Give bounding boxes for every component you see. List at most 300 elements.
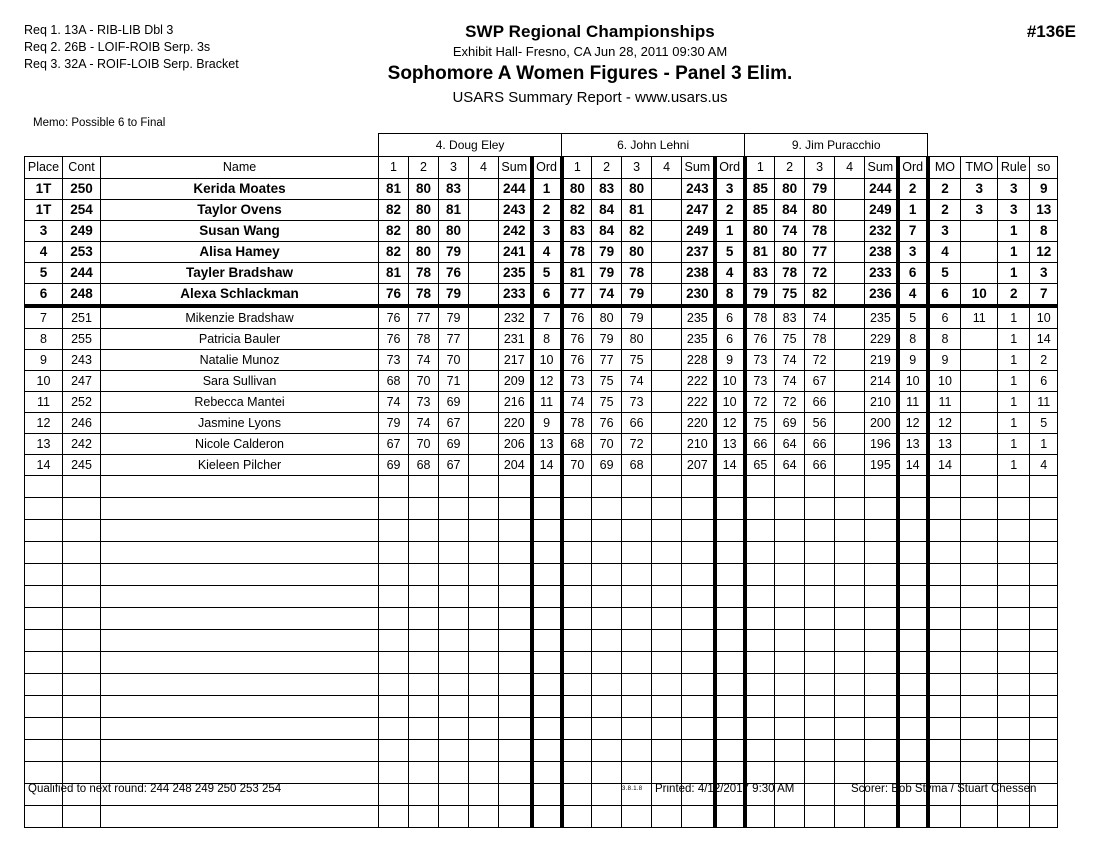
cell-mo	[928, 696, 961, 718]
cell-j2-ord: 3	[715, 179, 745, 200]
cell-j1-score2	[409, 564, 439, 586]
cell-j2-score3: 79	[622, 306, 652, 329]
cell-j2-score4	[652, 179, 682, 200]
cell-j3-score1: 65	[745, 455, 775, 476]
cell-j3-score2	[775, 740, 805, 762]
cell-so: 1	[1030, 434, 1058, 455]
cell-j3-score4	[835, 434, 865, 455]
cell-j1-score3	[439, 498, 469, 520]
cell-j1-score4	[469, 329, 499, 350]
cell-j2-score4	[652, 329, 682, 350]
cell-so	[1030, 652, 1058, 674]
cell-j1-ord	[532, 586, 562, 608]
cell-j1-score1	[379, 806, 409, 828]
cell-j1-sum	[499, 586, 532, 608]
cell-name	[101, 564, 379, 586]
header-j2-score3: 3	[622, 157, 652, 179]
cell-j1-score2: 77	[409, 306, 439, 329]
cell-j1-score2: 73	[409, 392, 439, 413]
cell-j3-ord	[898, 520, 928, 542]
table-row	[25, 200, 1058, 221]
cell-j1-ord: 11	[532, 392, 562, 413]
cell-so	[1030, 542, 1058, 564]
cell-j1-ord	[532, 740, 562, 762]
header-j3-ord: Ord	[898, 157, 928, 179]
cell-j3-score3: 79	[805, 179, 835, 200]
cell-cont	[63, 520, 101, 542]
cell-name: Taylor Ovens	[101, 200, 379, 221]
cell-j1-sum	[499, 740, 532, 762]
cell-place: 8	[25, 329, 63, 350]
cell-j2-sum: 207	[682, 455, 715, 476]
cell-j3-score2: 78	[775, 263, 805, 284]
cell-j1-score1: 81	[379, 263, 409, 284]
cell-j2-sum: 243	[682, 179, 715, 200]
cell-j1-score4	[469, 806, 499, 828]
cell-j1-score3: 71	[439, 371, 469, 392]
cell-j1-sum: 204	[499, 455, 532, 476]
cell-j1-score4	[469, 306, 499, 329]
cell-j1-ord: 12	[532, 371, 562, 392]
cell-j1-sum	[499, 564, 532, 586]
cell-j2-ord	[715, 674, 745, 696]
cell-j2-sum: 247	[682, 200, 715, 221]
cell-j2-ord	[715, 498, 745, 520]
cell-j2-ord	[715, 652, 745, 674]
document-header	[300, 22, 880, 109]
header-j3-sum: Sum	[865, 157, 898, 179]
cell-j1-ord: 5	[532, 263, 562, 284]
cell-cont	[63, 498, 101, 520]
table-row-blank	[25, 542, 1058, 564]
judge-name-2: 6. John Lehni	[562, 134, 745, 157]
cell-name: Tayler Bradshaw	[101, 263, 379, 284]
cell-j3-score3	[805, 542, 835, 564]
cell-j2-score4	[652, 350, 682, 371]
table-row	[25, 329, 1058, 350]
cell-j3-ord	[898, 696, 928, 718]
cell-mo	[928, 542, 961, 564]
cell-j1-ord	[532, 674, 562, 696]
cell-j1-ord	[532, 718, 562, 740]
cell-j3-score3: 72	[805, 263, 835, 284]
cell-j2-score2	[592, 762, 622, 784]
cell-name	[101, 498, 379, 520]
printed-stamp: Printed: 4/12/2017 9:30 AM	[655, 783, 795, 795]
cell-j1-score3	[439, 586, 469, 608]
cell-j1-ord: 6	[532, 284, 562, 307]
cell-tmo	[961, 674, 998, 696]
cell-j2-score1	[562, 564, 592, 586]
cell-j1-score1	[379, 762, 409, 784]
cell-j3-score1	[745, 806, 775, 828]
cell-j2-score4	[652, 392, 682, 413]
cell-j2-score2: 84	[592, 200, 622, 221]
cell-j3-ord	[898, 652, 928, 674]
cell-tmo	[961, 455, 998, 476]
cell-j1-ord: 9	[532, 413, 562, 434]
header-j1-ord: Ord	[532, 157, 562, 179]
header-j2-score2: 2	[592, 157, 622, 179]
cell-tmo	[961, 221, 998, 242]
cell-j3-score3: 66	[805, 392, 835, 413]
cell-j3-score1	[745, 696, 775, 718]
cell-place	[25, 674, 63, 696]
cell-j1-score4	[469, 242, 499, 263]
cell-j1-score1	[379, 718, 409, 740]
cell-rule: 1	[998, 242, 1030, 263]
cell-j1-score3	[439, 520, 469, 542]
cell-j1-score2	[409, 696, 439, 718]
cell-j1-score3: 80	[439, 221, 469, 242]
table-row	[25, 221, 1058, 242]
cell-j1-score3	[439, 806, 469, 828]
cell-j3-score4	[835, 652, 865, 674]
cell-j3-score4	[835, 392, 865, 413]
cell-j2-sum	[682, 740, 715, 762]
cell-j2-score2: 83	[592, 179, 622, 200]
cell-j2-ord	[715, 476, 745, 498]
cell-j1-score3	[439, 674, 469, 696]
cell-name	[101, 718, 379, 740]
cell-j3-ord: 6	[898, 263, 928, 284]
cell-j1-score4	[469, 762, 499, 784]
cell-j2-score4	[652, 434, 682, 455]
cell-j2-score2: 74	[592, 284, 622, 307]
cell-j1-ord	[532, 542, 562, 564]
cell-name	[101, 630, 379, 652]
cell-j3-sum	[865, 718, 898, 740]
cell-j2-sum	[682, 608, 715, 630]
cell-tmo	[961, 392, 998, 413]
cell-j2-score3: 82	[622, 221, 652, 242]
cell-cont: 249	[63, 221, 101, 242]
cell-place: 4	[25, 242, 63, 263]
cell-j1-ord	[532, 652, 562, 674]
cell-j2-score3: 68	[622, 455, 652, 476]
cell-tmo	[961, 242, 998, 263]
cell-mo	[928, 498, 961, 520]
cell-j2-ord	[715, 762, 745, 784]
cell-so	[1030, 740, 1058, 762]
cell-j1-score3: 83	[439, 179, 469, 200]
cell-j2-score3	[622, 586, 652, 608]
table-row	[25, 306, 1058, 329]
cell-j2-score2	[592, 586, 622, 608]
cell-j2-score1: 81	[562, 263, 592, 284]
cell-name: Kerida Moates	[101, 179, 379, 200]
cell-j1-score2: 70	[409, 434, 439, 455]
cell-cont	[63, 674, 101, 696]
cell-j1-score4	[469, 284, 499, 307]
cell-mo	[928, 608, 961, 630]
cell-j1-score2	[409, 762, 439, 784]
cell-j1-score3: 81	[439, 200, 469, 221]
cell-j2-score2	[592, 498, 622, 520]
cell-rule: 2	[998, 284, 1030, 307]
cell-j1-score2	[409, 586, 439, 608]
cell-j1-score3	[439, 740, 469, 762]
cell-j2-score1: 68	[562, 434, 592, 455]
cell-mo: 6	[928, 284, 961, 307]
cell-j3-score4	[835, 806, 865, 828]
header-j2-sum: Sum	[682, 157, 715, 179]
cell-j2-score2: 76	[592, 413, 622, 434]
cell-place: 14	[25, 455, 63, 476]
cell-cont	[63, 564, 101, 586]
cell-j2-score1	[562, 696, 592, 718]
cell-j3-score4	[835, 740, 865, 762]
cell-j1-score1	[379, 476, 409, 498]
cell-cont: 252	[63, 392, 101, 413]
cell-so	[1030, 674, 1058, 696]
cell-j1-score4	[469, 652, 499, 674]
cell-rule	[998, 740, 1030, 762]
cell-j3-score1	[745, 542, 775, 564]
cell-j3-score2	[775, 542, 805, 564]
cell-cont	[63, 762, 101, 784]
cell-j2-ord	[715, 520, 745, 542]
header-j2-ord: Ord	[715, 157, 745, 179]
cell-j3-score1	[745, 520, 775, 542]
cell-j3-sum	[865, 806, 898, 828]
cell-mo: 14	[928, 455, 961, 476]
cell-j3-score4	[835, 179, 865, 200]
header-j3-score4: 4	[835, 157, 865, 179]
cell-j1-score3	[439, 762, 469, 784]
cell-j1-score2	[409, 630, 439, 652]
document-footer	[0, 783, 1100, 803]
cell-rule	[998, 696, 1030, 718]
cell-mo: 10	[928, 371, 961, 392]
cell-rule: 1	[998, 392, 1030, 413]
cell-j3-score3	[805, 476, 835, 498]
cell-j3-score1	[745, 476, 775, 498]
cell-j2-score4	[652, 586, 682, 608]
cell-place	[25, 564, 63, 586]
cell-so	[1030, 520, 1058, 542]
header-so: so	[1030, 157, 1058, 179]
table-row-blank	[25, 586, 1058, 608]
cell-j2-score2	[592, 542, 622, 564]
cell-cont: 242	[63, 434, 101, 455]
cell-cont	[63, 652, 101, 674]
cell-j3-score2: 75	[775, 284, 805, 307]
cell-j1-score1	[379, 564, 409, 586]
cell-j1-score3: 67	[439, 413, 469, 434]
version-stamp: 3.8.1.8	[622, 786, 643, 792]
cell-j2-sum: 230	[682, 284, 715, 307]
cell-j3-ord: 12	[898, 413, 928, 434]
cell-place	[25, 586, 63, 608]
cell-j1-score4	[469, 608, 499, 630]
cell-tmo	[961, 350, 998, 371]
table-row	[25, 434, 1058, 455]
cell-j3-score2: 72	[775, 392, 805, 413]
cell-name	[101, 652, 379, 674]
cell-j3-score2	[775, 630, 805, 652]
cell-j2-score2	[592, 674, 622, 696]
cell-j2-score2: 79	[592, 263, 622, 284]
cell-j2-sum: 235	[682, 329, 715, 350]
cell-j2-score1: 74	[562, 392, 592, 413]
cell-j2-score4	[652, 413, 682, 434]
cell-rule: 1	[998, 413, 1030, 434]
cell-j3-sum: 244	[865, 179, 898, 200]
cell-place	[25, 696, 63, 718]
cell-j3-ord: 11	[898, 392, 928, 413]
cell-j3-sum	[865, 674, 898, 696]
cell-rule	[998, 652, 1030, 674]
cell-j1-ord	[532, 696, 562, 718]
cell-place	[25, 652, 63, 674]
cell-j3-score1	[745, 718, 775, 740]
cell-j3-score4	[835, 762, 865, 784]
cell-j3-ord: 3	[898, 242, 928, 263]
cell-rule: 1	[998, 350, 1030, 371]
header-j3-score2: 2	[775, 157, 805, 179]
cell-j1-sum	[499, 718, 532, 740]
cell-name	[101, 542, 379, 564]
cell-j2-score3	[622, 564, 652, 586]
header-j1-score1: 1	[379, 157, 409, 179]
cell-name	[101, 586, 379, 608]
cell-j2-sum: 222	[682, 392, 715, 413]
cell-j3-ord	[898, 806, 928, 828]
cell-place: 11	[25, 392, 63, 413]
cell-j3-score2	[775, 608, 805, 630]
cell-rule	[998, 498, 1030, 520]
cell-so	[1030, 564, 1058, 586]
cell-j1-sum: 209	[499, 371, 532, 392]
cell-j1-sum: 220	[499, 413, 532, 434]
cell-j3-score2	[775, 762, 805, 784]
cell-j2-sum	[682, 718, 715, 740]
cell-j1-score3: 79	[439, 284, 469, 307]
cell-j3-ord	[898, 476, 928, 498]
cell-j2-ord: 10	[715, 392, 745, 413]
cell-j3-score2	[775, 806, 805, 828]
cell-place	[25, 630, 63, 652]
cell-j3-score4	[835, 413, 865, 434]
cell-j1-score3	[439, 564, 469, 586]
cell-mo: 2	[928, 200, 961, 221]
header-j1-score2: 2	[409, 157, 439, 179]
cell-j3-sum	[865, 498, 898, 520]
cell-j3-score2: 74	[775, 221, 805, 242]
cell-j1-score2	[409, 498, 439, 520]
cell-j1-ord	[532, 498, 562, 520]
cell-j2-score4	[652, 608, 682, 630]
cell-place: 1T	[25, 179, 63, 200]
column-header-row	[25, 157, 1058, 179]
cell-j1-score2: 80	[409, 179, 439, 200]
cell-j2-score2	[592, 564, 622, 586]
cell-j1-sum: 242	[499, 221, 532, 242]
cell-j1-score2: 74	[409, 413, 439, 434]
cell-j1-ord: 3	[532, 221, 562, 242]
cell-j1-sum	[499, 652, 532, 674]
cell-tmo	[961, 696, 998, 718]
cell-j2-score4	[652, 221, 682, 242]
cell-j2-score4	[652, 242, 682, 263]
cell-j3-score1	[745, 608, 775, 630]
cell-j2-ord: 6	[715, 306, 745, 329]
cell-j3-score4	[835, 284, 865, 307]
cell-j2-ord: 13	[715, 434, 745, 455]
cell-place	[25, 476, 63, 498]
cell-j3-sum: 214	[865, 371, 898, 392]
cell-j3-sum	[865, 762, 898, 784]
cell-j1-score1: 76	[379, 284, 409, 307]
cell-name: Rebecca Mantei	[101, 392, 379, 413]
cell-name	[101, 740, 379, 762]
cell-j1-ord	[532, 520, 562, 542]
cell-j1-score4	[469, 263, 499, 284]
cell-tmo: 3	[961, 200, 998, 221]
cell-j3-score2	[775, 476, 805, 498]
header-cont: Cont	[63, 157, 101, 179]
header-j1-sum: Sum	[499, 157, 532, 179]
judge-banner-tail	[928, 134, 1058, 157]
cell-tmo	[961, 371, 998, 392]
cell-j2-score2: 70	[592, 434, 622, 455]
cell-rule: 1	[998, 434, 1030, 455]
cell-tmo: 10	[961, 284, 998, 307]
cell-j2-sum	[682, 564, 715, 586]
cell-j2-score2	[592, 806, 622, 828]
cell-j3-sum: 195	[865, 455, 898, 476]
cell-j3-score3: 74	[805, 306, 835, 329]
cell-j3-ord	[898, 498, 928, 520]
cell-j2-sum	[682, 630, 715, 652]
cell-j1-score1: 81	[379, 179, 409, 200]
cell-j2-score4	[652, 306, 682, 329]
cell-j3-score3: 77	[805, 242, 835, 263]
header-j2-score4: 4	[652, 157, 682, 179]
cell-j2-score3	[622, 498, 652, 520]
table-row	[25, 350, 1058, 371]
cell-tmo	[961, 413, 998, 434]
cell-j3-score3: 66	[805, 434, 835, 455]
cell-j2-ord: 4	[715, 263, 745, 284]
cell-j3-score2	[775, 564, 805, 586]
cell-j3-sum: 235	[865, 306, 898, 329]
cell-j1-score2	[409, 608, 439, 630]
cell-j3-score1: 85	[745, 179, 775, 200]
cell-j2-score1	[562, 586, 592, 608]
cell-mo	[928, 586, 961, 608]
cell-j2-score1	[562, 806, 592, 828]
cell-j2-score2: 79	[592, 329, 622, 350]
cell-j2-score2: 77	[592, 350, 622, 371]
cell-so	[1030, 696, 1058, 718]
cell-j2-score1	[562, 608, 592, 630]
cell-name	[101, 674, 379, 696]
cell-j2-score1: 76	[562, 329, 592, 350]
cell-j1-sum: 217	[499, 350, 532, 371]
cell-rule	[998, 564, 1030, 586]
cell-rule	[998, 762, 1030, 784]
cell-j2-score3: 73	[622, 392, 652, 413]
cell-j3-score1	[745, 586, 775, 608]
cell-j1-score4	[469, 476, 499, 498]
cell-j1-score1	[379, 652, 409, 674]
cell-so: 10	[1030, 306, 1058, 329]
header-place: Place	[25, 157, 63, 179]
table-row	[25, 263, 1058, 284]
event-number: #136E	[1026, 22, 1076, 41]
